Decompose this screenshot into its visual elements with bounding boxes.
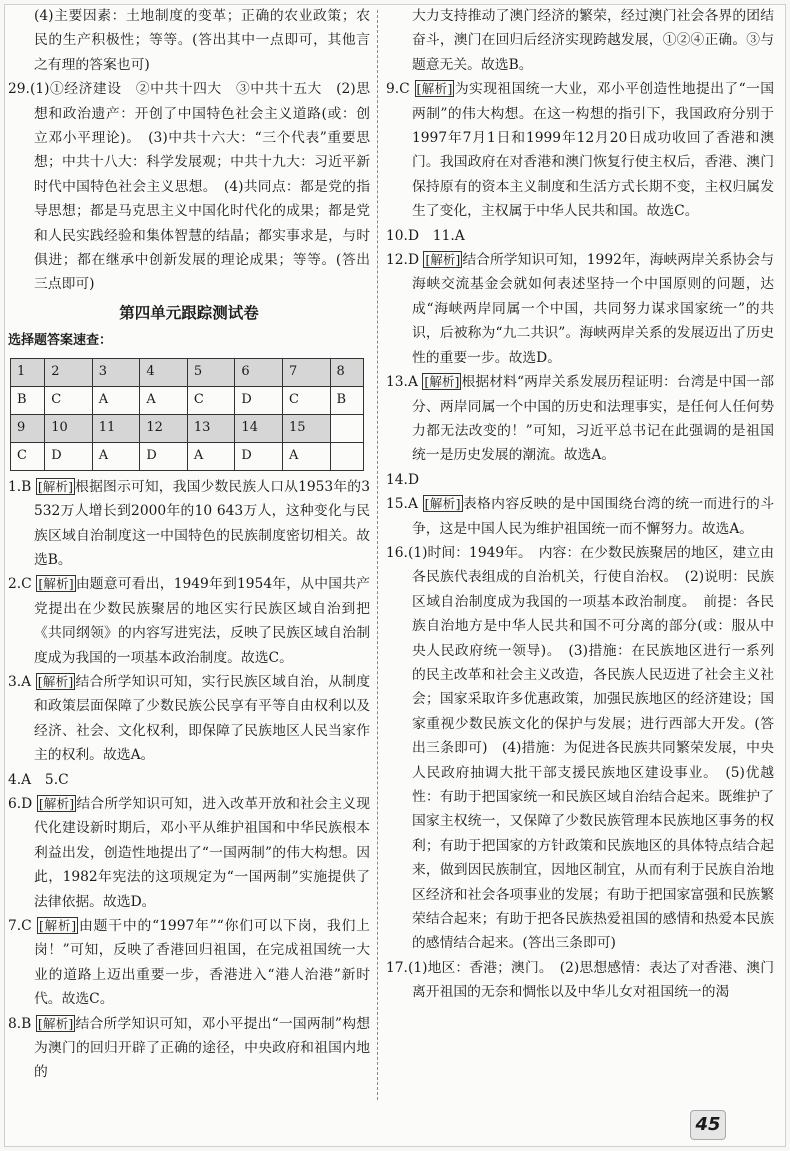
analysis-tag: [解析] bbox=[37, 673, 74, 689]
q8-answer bbox=[8, 1012, 370, 1085]
analysis-tag: [解析] bbox=[38, 795, 75, 811]
q12-text: 结合所学知识可知，1992年，海峡两岸关系协会与海峡交流基金会就如何表述坚持一个中国原则的问题，达成“海峡两岸同属一个中国，共同努力谋求国家统一”的共识，后被称为“九二共识”。海峡两岸关系的发展迈出了历史性的重要一步。故选D。 bbox=[412, 252, 774, 366]
q15-text: 表格内容反映的是中国围绕台湾的统一而进行的斗争，这是中国人民为维护祖国统一而不懈努力。故选A。 bbox=[412, 496, 774, 537]
q13-answer bbox=[386, 370, 774, 468]
qnum-cell: 8 bbox=[330, 358, 363, 386]
analysis-tag: [解析] bbox=[38, 576, 74, 592]
qnum-cell bbox=[330, 414, 363, 442]
qnum-cell: 12 bbox=[140, 414, 188, 442]
qnum-cell: 11 bbox=[92, 414, 140, 442]
qnum-cell: 6 bbox=[235, 358, 283, 386]
qnum-cell: 5 bbox=[187, 358, 235, 386]
column-divider bbox=[377, 10, 378, 1100]
q2-answer bbox=[8, 572, 370, 670]
answer-table bbox=[10, 358, 364, 471]
q1-answer bbox=[8, 475, 370, 573]
answer-table-row bbox=[11, 386, 364, 414]
page-number: 45 bbox=[690, 1110, 726, 1140]
q16-answer: 16.(1)时间：1949年。 内容：在少数民族聚居的地区，建立由各民族代表组成的自治机关，行使自治权。 (2)说明：民族区域自治制度成为我国的一项基本政治制度。 前提：各民族自治地方是中华人民共和国不可分离的部分(或：服从中央人民政府统一领导)。 (3)措施：在民族地区进行一系列的民主改革和社会主义改造，各民族人民迈进了社会主义社会；国家采取许多优惠政策，加强民族地区的经济建设；国家重视少数民族文化的保护与发展；进行西部大开发。(答出三条即可) (4)措施：为促进各民族共同繁荣发展，中央人民政府抽调大批干部支援民族地区建设事业。 (5)优越性：有助于把国家统一和民族区域自治结合起来。既维护了国家主权统一，又保障了少数民族管理本民族地区事务的权利；有助于把国家的方针政策和民族地区的具体特点结合起来，做到因民族制宜，因地区制宜，从而有利于民族自治地区经济和社会各项事业的发展；有助于把国家富强和民族繁荣结合起来；有助于把各民族热爱祖国的感情和热爱本民族的感情结合起来。(答出三条即可) bbox=[386, 544, 774, 952]
q15-num: 15.A bbox=[386, 496, 418, 513]
analysis-tag: [解析] bbox=[38, 918, 77, 933]
answer-table-row bbox=[11, 414, 364, 442]
qnum-cell: 15 bbox=[282, 414, 330, 442]
q13-text: 根据材料“两岸关系发展历程证明：台湾是中国一部分、两岸同属一个中国的历史和法理事实，是任何人任何势力都无法改变的！”可知，习近平总书记在此强调的是祖国统一是历史发展的潮流。故选A。 bbox=[412, 374, 774, 464]
q15-answer bbox=[386, 492, 774, 541]
analysis-tag: [解析] bbox=[425, 252, 461, 268]
analysis-tag: [解析] bbox=[416, 81, 453, 97]
answer-table-row bbox=[11, 358, 364, 386]
answer-cell bbox=[330, 442, 363, 470]
qnum-cell: 7 bbox=[282, 358, 330, 386]
qnum-cell: 14 bbox=[235, 414, 283, 442]
q9-answer bbox=[386, 77, 774, 223]
answer-cell: A bbox=[187, 442, 235, 470]
answer-cell: D bbox=[140, 442, 188, 470]
q1-text: 根据图示可知，我国少数民族人口从1953年的3 532万人增长到2000年的10 643万人，这种变化与民族区域自治制度这一中国特色的民族制度密切相关。故选B。 bbox=[34, 478, 370, 568]
q8-num: 8.B bbox=[8, 1015, 32, 1032]
qnum-cell: 1 bbox=[11, 358, 45, 386]
answer-cell: D bbox=[45, 442, 93, 470]
q12-num: 12.D bbox=[386, 252, 420, 269]
qnum-cell: 4 bbox=[140, 358, 188, 386]
qnum-cell: 2 bbox=[45, 358, 93, 386]
q3-num: 3.A bbox=[8, 673, 32, 690]
analysis-tag: [解析] bbox=[37, 478, 74, 494]
left-column bbox=[8, 4, 370, 1085]
answer-cell: D bbox=[235, 442, 283, 470]
q2-text: 由题意可看出，1949年到1954年，从中国共产党提出在少数民族聚居的地区实行民族区域自治到把《共同纲领》的内容写进宪法，反映了民族区域自治制度成为我国的一项基本政治制度。故选C。 bbox=[34, 576, 370, 666]
q6-answer bbox=[8, 792, 370, 914]
q17-answer: 17.(1)地区：香港；澳门。 (2)思想感情：表达了对香港、澳门离开祖国的无奈和惆怅以及中华儿女对祖国统一的渴 bbox=[386, 959, 774, 1001]
answer-cell: C bbox=[282, 386, 330, 414]
q6-text: 结合所学知识可知，进入改革开放和社会主义现代化建设新时期后，邓小平从维护祖国和中华民族根本利益出发，创造性地提出了“一国两制”的伟大构想。因此，1982年宪法的这项规定为“一国两制”实施提供了法律依据。故选D。 bbox=[34, 795, 370, 910]
q9-num: 9.C bbox=[386, 81, 410, 98]
q4-5-answer: 4.A 5.C bbox=[8, 771, 69, 788]
qnum-cell: 13 bbox=[187, 414, 235, 442]
answer-cell: A bbox=[92, 442, 140, 470]
right-column bbox=[386, 4, 774, 1005]
q12-answer bbox=[386, 248, 774, 370]
q1-num: 1.B bbox=[8, 478, 32, 495]
answer-cell: C bbox=[45, 386, 93, 414]
answer-cell: B bbox=[11, 386, 45, 414]
answer-cell: C bbox=[187, 386, 235, 414]
answer-cell: B bbox=[330, 386, 363, 414]
q7-text: 由题干中的“1997年”“你们可以下岗，我们上岗！”可知，反映了香港回归祖国，在完成祖国统一大业的道路上迈出重要一步，香港进入“港人治港”新时代。故选C。 bbox=[34, 918, 370, 1008]
q3-text: 结合所学知识可知，实行民族区域自治，从制度和政策层面保障了少数民族公民享有平等自由权利以及经济、社会、文化权利，即保障了民族地区人民当家作主的权利。故选A。 bbox=[34, 673, 370, 764]
answer-cell: A bbox=[140, 386, 188, 414]
analysis-tag: [解析] bbox=[424, 374, 460, 390]
q28-continuation: (4)主要因素：土地制度的变革；正确的农业政策；农民的生产积极性；等等。(答出其中一点即可，其他言之有理的答案也可) bbox=[34, 8, 370, 73]
q13-num: 13.A bbox=[386, 374, 418, 391]
q8-text: 结合所学知识可知，邓小平提出“一国两制”构想为澳门的回归开辟了正确的途径，中央政府和祖国内地的 bbox=[34, 1015, 370, 1081]
qnum-cell: 3 bbox=[92, 358, 140, 386]
q3-answer bbox=[8, 670, 370, 768]
analysis-tag: [解析] bbox=[37, 1015, 74, 1031]
qnum-cell: 9 bbox=[11, 414, 45, 442]
qnum-cell: 10 bbox=[45, 414, 93, 442]
section-title: 第四单元跟踪测试卷 bbox=[119, 303, 259, 322]
answer-quick-label: 选择题答案速查： bbox=[8, 333, 113, 349]
q10-11-answer: 10.D 11.A bbox=[386, 227, 465, 244]
answer-cell: C bbox=[11, 442, 45, 470]
q7-num: 7.C bbox=[8, 918, 32, 934]
q7-answer bbox=[8, 914, 370, 1012]
answer-cell: A bbox=[92, 386, 140, 414]
q2-num: 2.C bbox=[8, 576, 32, 593]
q8-continuation: 大力支持推动了澳门经济的繁荣，经过澳门社会各界的团结奋斗，澳门在回归后经济实现跨越发展，①②④正确。③与题意无关。故选B。 bbox=[412, 8, 774, 73]
answer-cell: D bbox=[235, 386, 283, 414]
answer-table-row bbox=[11, 442, 364, 470]
q9-text: 为实现祖国统一大业，邓小平创造性地提出了“一国两制”的伟大构想。在这一构想的指引下，我国政府分别于1997年7月1日和1999年12月20日成功收回了香港和澳门。我国政府在对香港和澳门恢复行使主权后，香港、澳门保持原有的资本主义制度和生活方式长期不变，主权归属发生了变化，主权属于中华人民共和国。故选C。 bbox=[412, 81, 774, 220]
q6-num: 6.D bbox=[8, 795, 33, 812]
q14-answer: 14.D bbox=[386, 471, 420, 488]
answer-cell: A bbox=[282, 442, 330, 470]
q29-answer: 29.(1)①经济建设 ②中共十四大 ③中共十五大 (2)思想和政治遗产：开创了中国特色社会主义道路(或：创立邓小平理论)。 (3)中共十六大：“三个代表”重要思想；中共十八大：科学发展观；中共十九大：习近平新时代中国特色社会主义思想。 (4)共同点：都是党的指导思想；都是马克思主义中国化时代化的成果；都是党和人民实践经验和集体智慧的结晶；都实事求是，与时俱进；都在继承中创新发展的理论成果；等等。(答出三点即可) bbox=[8, 81, 370, 293]
analysis-tag: [解析] bbox=[424, 496, 461, 512]
